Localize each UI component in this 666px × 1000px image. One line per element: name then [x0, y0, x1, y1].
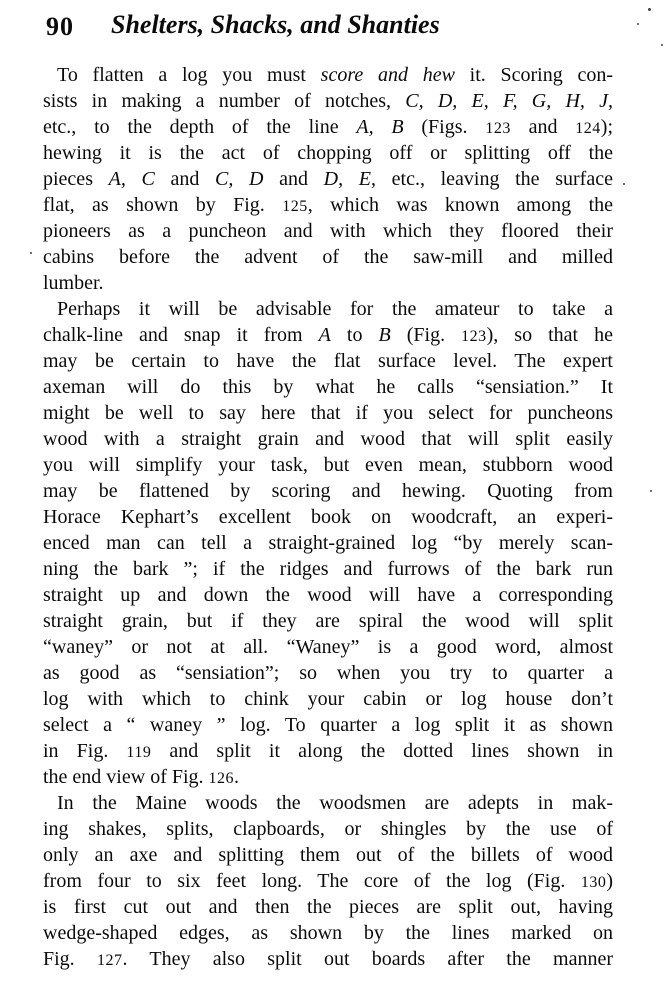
text-line: log with which to chink your cabin or log house don’t	[43, 688, 613, 710]
text-line: pioneers as a puncheon and with which they floored their	[43, 220, 613, 242]
text-line: from four to six feet long. The core of the log (Fig. 130)	[43, 870, 613, 892]
text-line: cabins before the advent of the saw-mill and milled	[43, 246, 613, 268]
text-line: pieces A, C and C, D and D, E, etc., leaving the surface	[43, 168, 613, 190]
text-line: Fig. 127. They also split out boards after the manner	[43, 948, 613, 970]
text-line: as good as “sensiation”; so when you try to quarter a	[43, 662, 613, 684]
text-line: “waney” or not at all. “Waney” is a good word, almost	[43, 636, 613, 658]
text-line: Perhaps it will be advisable for the amateur to take a	[57, 298, 613, 320]
text-line: in Fig. 119 and split it along the dotted lines shown in	[43, 740, 613, 762]
page-header	[43, 10, 613, 44]
scan-speck	[637, 23, 639, 25]
text-line: may be certain to have the flat surface level. The expert	[43, 350, 613, 372]
text-line: flat, as shown by Fig. 125, which was known among the	[43, 194, 614, 216]
text-line: sists in making a number of notches, C, D, E, F, G, H, J,	[43, 90, 614, 112]
text-line: axeman will do this by what he calls “sensiation.” It	[43, 376, 613, 398]
paragraph	[43, 790, 613, 972]
text-line: hewing it is the act of chopping off or splitting off the	[43, 142, 613, 164]
scan-speck	[650, 490, 652, 492]
text-line: only an axe and splitting them out of the billets of wood	[43, 844, 613, 866]
page-number: 90	[46, 12, 74, 41]
text-line: To flatten a log you must score and hew it. Scoring con-	[57, 64, 614, 86]
text-line: ning the bark ”; if the ridges and furrows of the bark run	[43, 558, 613, 580]
text-line: you will simplify your task, but even mean, stubborn wood	[43, 454, 613, 476]
text-line: wedge-shaped edges, as shown by the lines marked on	[43, 922, 613, 944]
text-line: is first cut out and then the pieces are split out, having	[43, 896, 613, 918]
text-line: chalk-line and snap it from A to B (Fig. 123), so that he	[43, 324, 614, 346]
text-line: Horace Kephart’s excellent book on woodcraft, an experi-	[43, 506, 613, 528]
text-line: wood with a straight grain and wood that will split easily	[43, 428, 613, 450]
text-line: lumber.	[43, 272, 104, 294]
text-line: select a “ waney ” log. To quarter a log split it as shown	[43, 714, 613, 736]
text-line: straight up and down the wood will have a corresponding	[43, 584, 613, 606]
text-line: may be flattened by scoring and hewing. Quoting from	[43, 480, 613, 502]
paragraph	[43, 296, 613, 790]
paragraph	[43, 62, 613, 296]
page-body	[43, 62, 613, 972]
text-line: straight grain, but if they are spiral the wood will split	[43, 610, 613, 632]
scan-speck	[648, 8, 651, 11]
text-line: In the Maine woods the woodsmen are adepts in mak-	[57, 792, 613, 814]
text-line: might be well to say here that if you select for puncheons	[43, 402, 613, 424]
scan-speck	[661, 44, 663, 46]
text-line: ing shakes, splits, clapboards, or shingles by the use of	[43, 818, 613, 840]
text-line: etc., to the depth of the line A, B (Figs. 123 and 124);	[43, 116, 614, 138]
scan-speck	[30, 252, 32, 254]
scan-speck	[623, 183, 625, 185]
text-line: enced man can tell a straight-grained log “by merely scan-	[43, 532, 613, 554]
text-line: the end view of Fig. 126.	[43, 766, 240, 788]
running-header-title: Shelters, Shacks, and Shanties	[111, 10, 440, 39]
